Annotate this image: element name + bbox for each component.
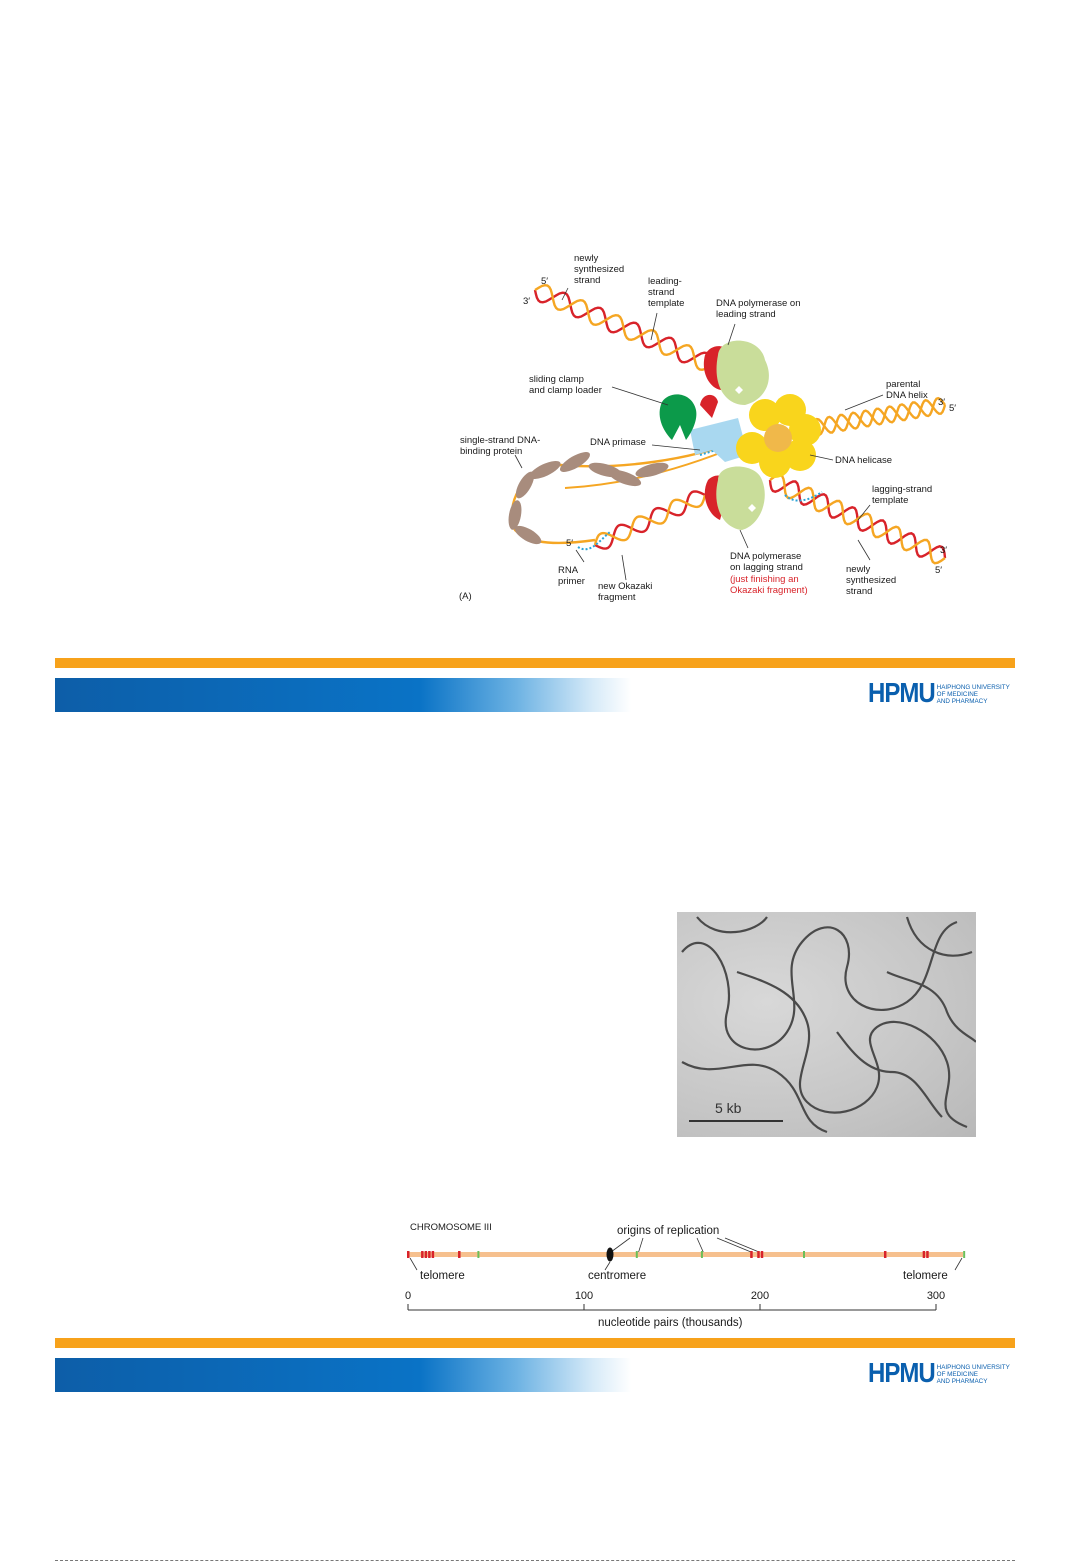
chromosome-xlabel: nucleotide pairs (thousands) (598, 1317, 743, 1329)
origin-minor-mark (701, 1251, 703, 1258)
axis-tick-label: 300 (926, 1290, 946, 1302)
slide2-orange-bar (55, 1338, 1015, 1348)
page-footer-dash (55, 1560, 1015, 1561)
replication-origin-mark (926, 1251, 929, 1258)
label-parental-dna-helix: parental DNA helix (886, 379, 928, 401)
axis-tick-label: 100 (574, 1290, 594, 1302)
parental-helix (800, 398, 945, 437)
leading-strand-template (535, 285, 712, 370)
chromosome-body (408, 1252, 963, 1257)
end-bottom-left-5: 5′ (566, 538, 574, 549)
replication-origin-mark (428, 1251, 431, 1258)
centromere-marker (607, 1248, 614, 1262)
end-top-left-5: 5′ (541, 276, 549, 287)
label-leading-strand-template: leading- strand template (648, 276, 685, 309)
label-lagging-strand-template: lagging-strand template (872, 484, 933, 506)
end-bottom-right-5: 5′ (935, 565, 943, 576)
origin-minor-mark (477, 1251, 479, 1258)
logo-subtitle: HAIPHONG UNIVERSITY OF MEDICINE AND PHARMACY (936, 1363, 1010, 1385)
label-new-okazaki-fragment: new Okazaki fragment (598, 581, 653, 603)
logo-mark: HPMU (868, 1357, 935, 1389)
replication-origin-mark (425, 1251, 428, 1258)
label-dna-polymerase-leading: DNA polymerase on leading strand (716, 298, 801, 320)
label-sliding-clamp: sliding clamp and clamp loader (529, 374, 602, 396)
axis-tick-label: 200 (750, 1290, 770, 1302)
label-newly-synthesized-strand-top: newly synthesized strand (574, 253, 625, 286)
micrograph-scale-label: 5 kb (715, 1100, 742, 1116)
label-rna-primer: RNA primer (558, 565, 585, 587)
logo-mark: HPMU (868, 677, 935, 709)
dna-polymerase-lagging-shape (716, 467, 765, 531)
end-right-3: 3′ (938, 397, 946, 408)
slide1-logo (868, 677, 1010, 711)
slide1-orange-bar (55, 658, 1015, 668)
telomere-right-label: telomere (903, 1270, 948, 1282)
upper-left-duplex (535, 285, 712, 370)
end-bottom-right-3: 3′ (940, 545, 948, 556)
dna-helicase-shape (736, 394, 821, 478)
telomere-left-label: telomere (420, 1270, 465, 1282)
replication-origin-mark (884, 1251, 887, 1258)
label-dna-helicase: DNA helicase (835, 455, 893, 466)
replication-origin-mark (761, 1251, 764, 1258)
logo-subtitle: HAIPHONG UNIVERSITY OF MEDICINE AND PHARMACY (936, 683, 1010, 705)
label-dna-primase: DNA primase (590, 437, 646, 448)
origin-minor-mark (803, 1251, 805, 1258)
replication-fork-diagram (0, 0, 1071, 640)
origin-minor-mark (963, 1251, 965, 1258)
replication-origin-mark (432, 1251, 435, 1258)
dna-polymerase-leading-shape (717, 341, 769, 405)
origin-minor-mark (636, 1251, 638, 1258)
okazaki-duplex (595, 491, 705, 548)
axis-tick-label: 0 (404, 1290, 412, 1302)
okazaki-template-strand (595, 495, 705, 545)
label-newly-synthesized-strand-bottom: newly synthesized strand (846, 564, 897, 597)
replication-origin-mark (458, 1251, 461, 1258)
slide2-logo (868, 1357, 1010, 1391)
label-single-strand-binding: single-strand DNA- binding protein (460, 435, 541, 457)
centromere-label: centromere (588, 1270, 647, 1282)
replication-origin-mark (923, 1251, 926, 1258)
replication-origin-mark (757, 1251, 760, 1258)
chromosome-title: CHROMOSOME III (410, 1222, 492, 1233)
label-dna-polymerase-lagging: DNA polymerase on lagging strand (730, 551, 803, 573)
panel-tag-a: (A) (459, 591, 472, 602)
replication-origin-mark (407, 1251, 410, 1258)
label-just-finishing-okazaki: (just finishing an Okazaki fragment) (730, 574, 808, 596)
electron-micrograph (677, 912, 976, 1137)
end-top-left-3: 3′ (523, 296, 531, 307)
replication-origin-mark (421, 1251, 424, 1258)
sliding-clamp-shape-upper (700, 395, 718, 418)
replication-origin-mark (750, 1251, 753, 1258)
origins-of-replication-label: origins of replication (617, 1225, 720, 1237)
end-right-5: 5′ (949, 403, 957, 414)
chromosome-axis (408, 1304, 936, 1310)
rna-primer-right (785, 492, 822, 501)
chrom-label-leaders (410, 1258, 962, 1270)
